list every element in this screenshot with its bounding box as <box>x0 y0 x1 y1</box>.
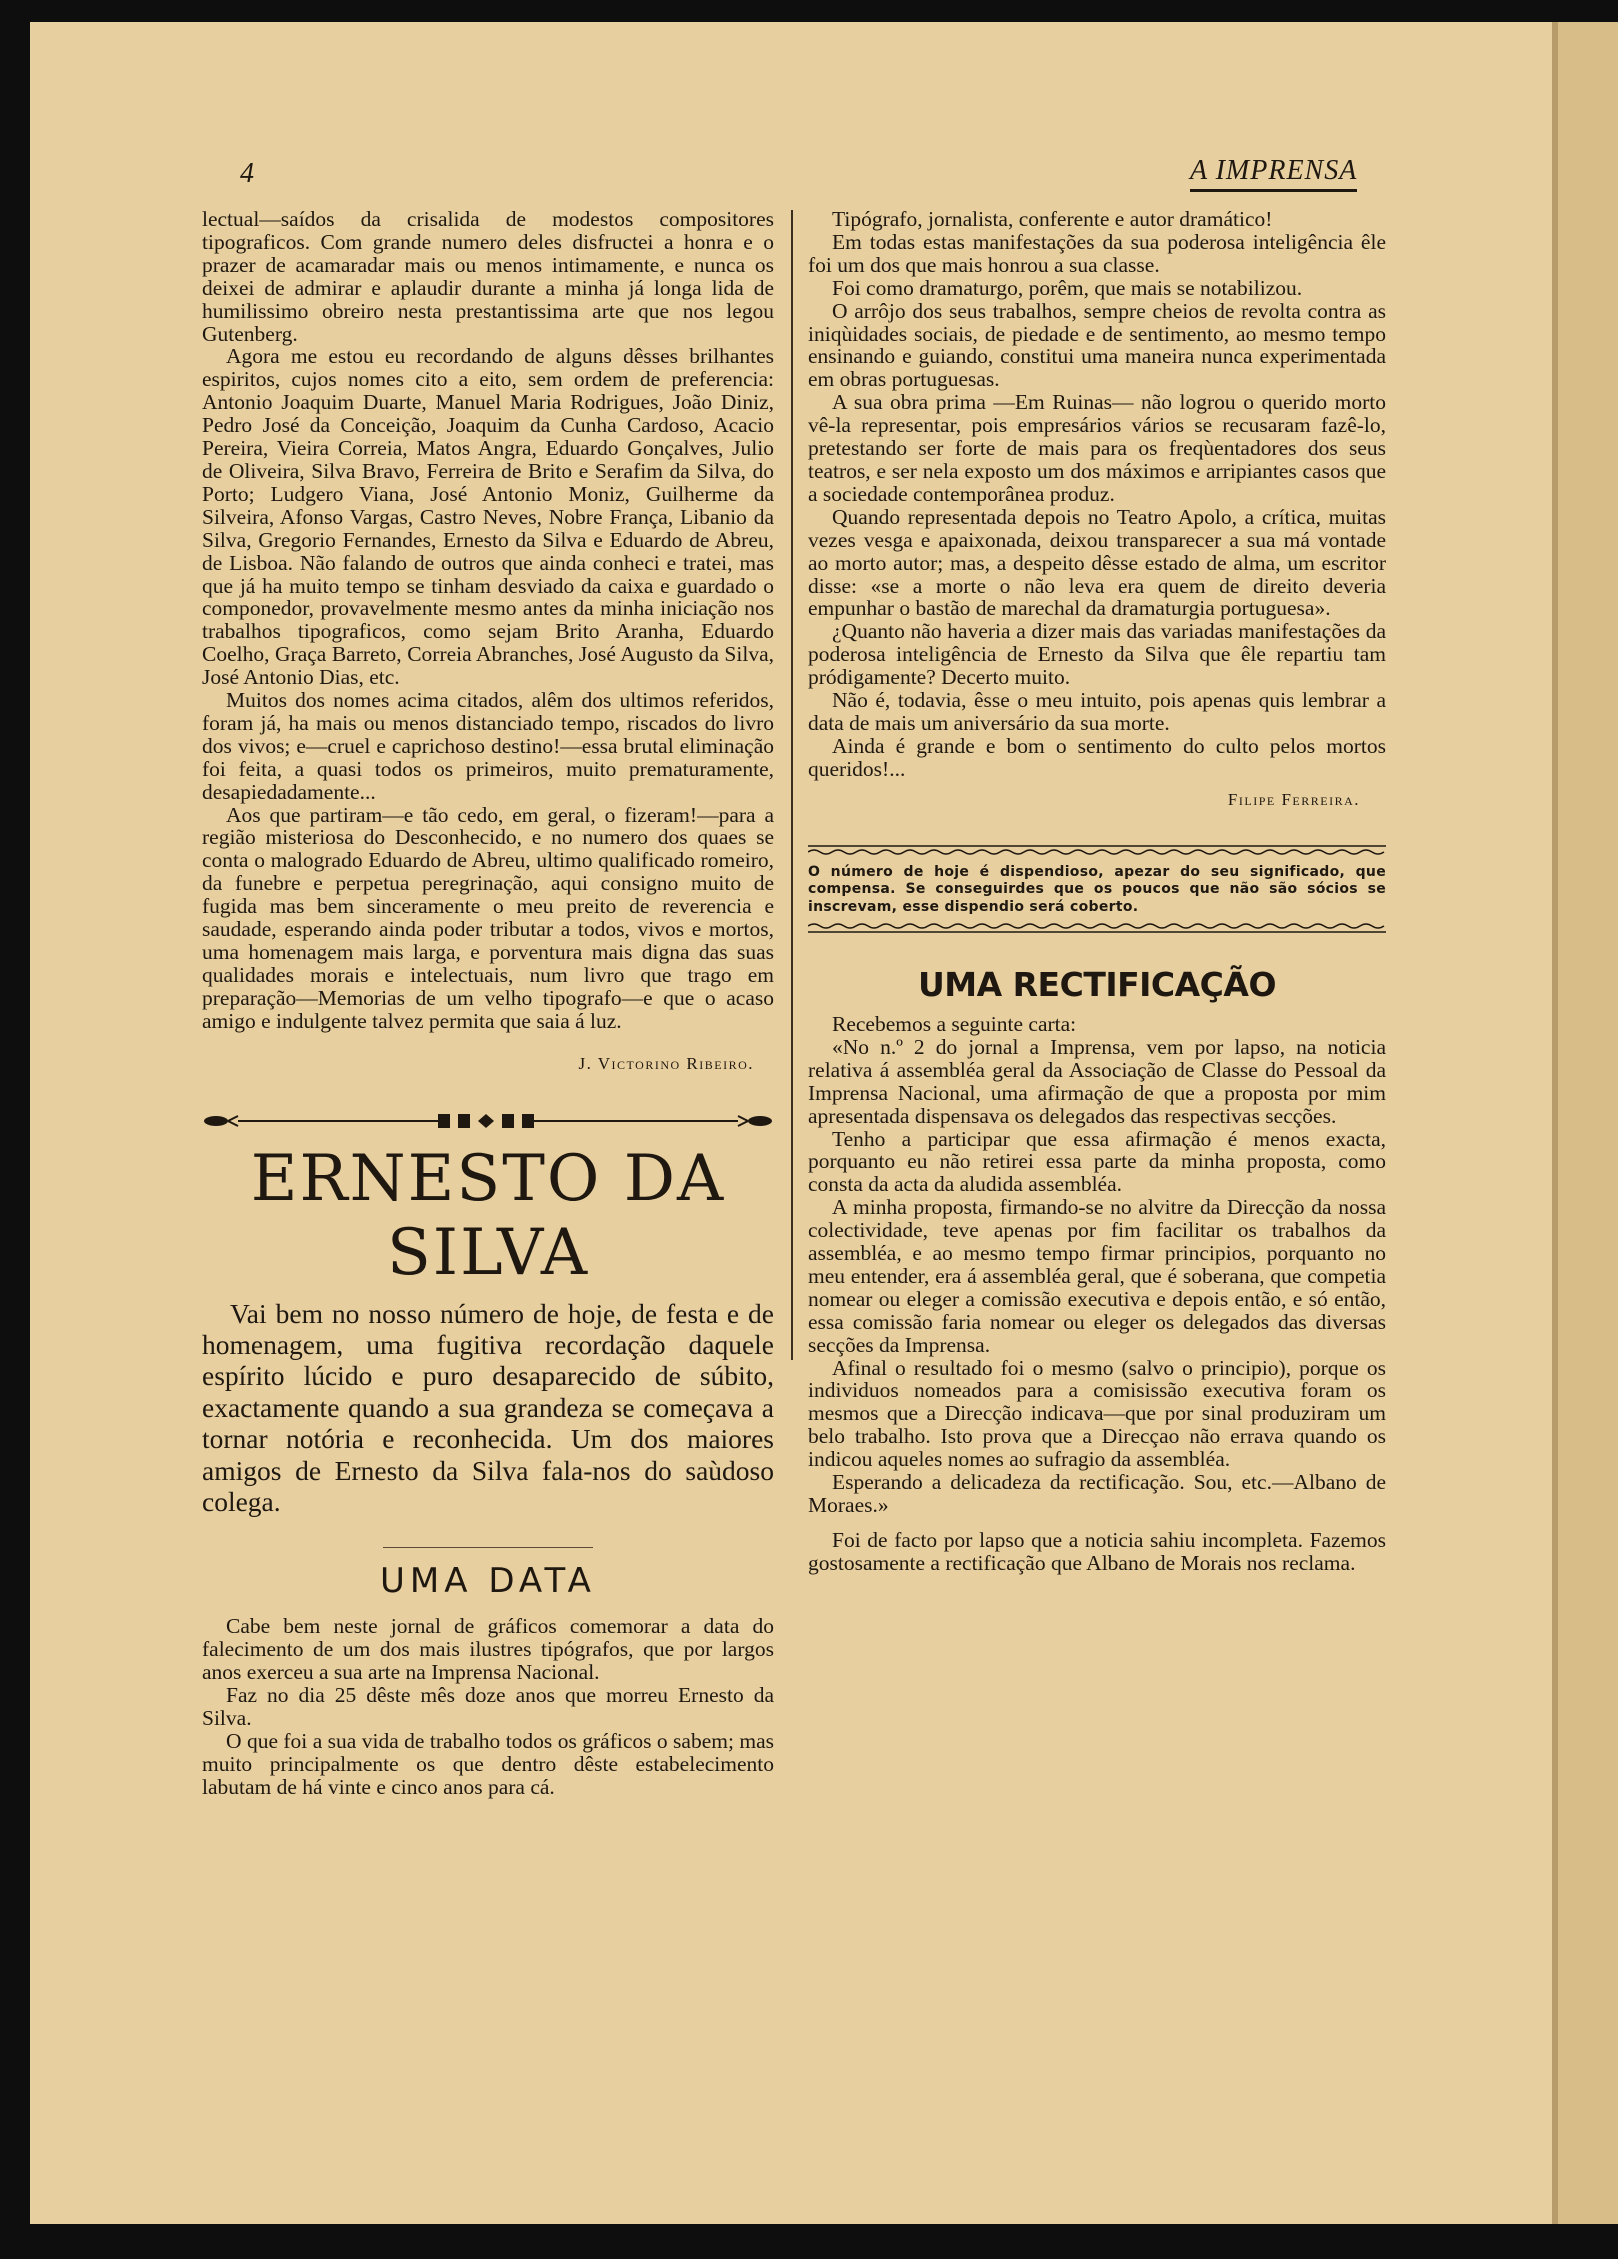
article-paragraph: O arrôjo dos seus trabalhos, sempre cheios de revolta contra as iniqùidades sociais, de piedade e de sentimento, ao mesmo tempo ensinando e guiando, constitui uma maneira nunca experimentada em obras portuguesas. <box>808 298 1386 392</box>
section-title: UMA RECTIFICAÇÃO <box>917 965 1276 1005</box>
article-paragraph: Foi como dramaturgo, porêm, que mais se notabilizou. <box>832 275 1303 300</box>
article-paragraph: O que foi a sua vida de trabalho todos os gráficos o sabem; mas muito principalmente os que dentro dêste estabelecimento labutam de há vinte e cinco anos para cá. <box>202 1728 774 1799</box>
article-paragraph: Tenho a participar que essa afirmação é menos exacta, porquanto eu não retirei essa parte da minha proposta, como consta da acta da aludida assembléa. <box>808 1126 1386 1197</box>
page-header <box>30 130 1558 190</box>
feature-title: ERNESTO DA SILVA <box>250 1141 726 1290</box>
article-paragraph: ¿Quanto não haveria a dizer mais das variadas manifestações da poderosa inteligência de Ernesto da Silva que êle repartiu tam pródigamente? Decerto muito. <box>808 619 1386 690</box>
article-paragraph: lectual—saídos da crisalida de modestos compositores tipograficos. Com grande numero deles disfructei a honra e o prazer de acamaradar mais ou menos intimamente, e nunca os deixei de admirar e aplaudir durante a minha já longa lida de humilissimo obreiro nesta prestantissima arte que nos legou Gutenberg. <box>202 207 774 346</box>
article-paragraph: Muitos dos nomes acima citados, alêm dos ultimos referidos, foram já, ha mais ou menos distanciado tempo, riscados do livro dos vivos; e—cruel e caprichoso destino!—essa brutal eliminação foi feita, a quasi todos os primeiros, muito prematuramente, desapiedadamente... <box>202 688 774 804</box>
article-paragraph: Ainda é grande e bom o sentimento do culto pelos mortos queridos!... <box>808 733 1386 781</box>
article-paragraph: «No n.º 2 do jornal a Imprensa, vem por lapso, na noticia relativa á assembléa geral da Associação de Classe do Pessoal da Imprensa Nacional, uma afirmação de que a proposta por mim apresentada dispensava os delegados das respectivas secções. <box>808 1034 1386 1128</box>
article-paragraph: Cabe bem neste jornal de gráficos comemorar a data do falecimento de um dos mais ilustres tipógrafos, que por largos anos exerceu a sua arte na Imprensa Nacional. <box>202 1614 774 1685</box>
feature-intro: Vai bem no nosso número de hoje, de festa e de homenagem, uma fugitiva recordação daquele espírito lúcido e puro desaparecido de súbito, exactamente quando a sua grandeza se começava a tornar notória e reconhecida. Um dos maiores amigos de Ernesto da Silva fala-nos do saùdoso colega. <box>202 1297 774 1517</box>
article-paragraph: Recebemos a seguinte carta: <box>832 1011 1077 1036</box>
article-paragraph: Não é, todavia, êsse o meu intuito, pois apenas quis lembrar a data de mais um aniversário da sua morte. <box>808 688 1386 735</box>
wavy-rule <box>808 922 1386 934</box>
author-signature: Filipe Ferreira. <box>1227 789 1360 809</box>
article-paragraph: Em todas estas manifestações da sua poderosa inteligência êle foi um dos que mais honrou a sua classe. <box>808 229 1386 277</box>
article-paragraph: Afinal o resultado foi o mesmo (salvo o principio), porque os individuos nomeados para a comisissão executiva foram os mesmos que a Direcção indicava—que por sinal produziram um belo trabalho. Isto prova que a Direcçao não errava quando os indicou aqueles nomes ao sufragio da assembléa. <box>808 1355 1386 1472</box>
right-column <box>808 208 1386 1575</box>
wavy-rule <box>808 844 1386 856</box>
article-paragraph: Tipógrafo, jornalista, conferente e autor dramático! <box>832 207 1273 231</box>
next-page-edge <box>1558 22 1618 2224</box>
section-rule <box>383 1547 593 1548</box>
newspaper-name: A IMPRENSA <box>1190 155 1357 192</box>
column-divider <box>791 210 793 1360</box>
page-number: 4 <box>240 158 254 189</box>
article-paragraph: Aos que partiram—e tão cedo, em geral, o fizeram!—para a região misteriosa do Desconhecido, e no numero dos quaes se conta o malogrado Eduardo de Abreu, ultimo qualificado romeiro, da funebre e perpetua peregrinação, aqui consigno muito de fugida mas bem sinceramente o meu preito de reverencia e saudade, esperando ainda poder tributar a todos, vivos e mortos, uma homenagem mais larga, e porventura mais digna das suas qualidades morais e intelectuais, num livro que trago em preparação—Memorias de um velho tipografo—e que o acaso amigo e indulgente talvez permita que saia á luz. <box>202 802 774 1033</box>
left-column <box>202 208 774 1799</box>
article-paragraph: Quando representada depois no Teatro Apolo, a crítica, muitas vezes vesga e apaixonada, deixou transparecer a sua má vontade ao morto autor; mas, a despeito dêsse estado de alma, um escritor disse: «se a morte o não leva era quem de direito deveria empunhar o bastão de marechal da dramaturgia portuguesa». <box>808 504 1386 621</box>
article-paragraph: Esperando a delicadeza da rectificação. Sou, etc.—Albano de Moraes.» <box>808 1470 1386 1517</box>
article-paragraph: Faz no dia 25 dêste mês doze anos que morreu Ernesto da Silva. <box>202 1683 774 1730</box>
article-paragraph: Foi de facto por lapso que a noticia sahiu incompleta. Fazemos gostosamente a rectificação que Albano de Morais nos reclama. <box>808 1527 1386 1575</box>
section-title: UMA DATA <box>380 1561 596 1602</box>
article-paragraph: A sua obra prima —Em Ruinas— não logrou o querido morto vê-la representar, pois empresários vários se recusaram fazê-lo, pretestando ser forte de mais para os freqùentadores dos seus teatros, e ser nela exposto um dos máximos e arripiantes casos que a sociedade contemporânea produz. <box>808 390 1386 506</box>
notice-text: O número de hoje é dispendioso, apezar do seu significado, que compensa. Se conseguirdes que os poucos que não são sócios se inscrevam, esse dispendio será coberto. <box>808 863 1386 915</box>
article-paragraph: A minha proposta, firmando-se no alvitre da Direcção da nossa colectividade, teve apenas por fim facilitar os trabalhos da assembléa, e ao mesmo tempo firmar principios, porquanto no meu entender, era á assembléa geral, que é soberana, que competia nomear ou eleger a comissão executiva e depois então, e só então, essa comissão faria nomear ou eleger os delegados das diversas secções da Imprensa. <box>808 1195 1386 1357</box>
author-signature: J. Victorino Ribeiro. <box>578 1053 754 1073</box>
ornament-divider <box>202 1110 774 1132</box>
article-paragraph: Agora me estou eu recordando de alguns dêsses brilhantes espiritos, cujos nomes cito a eito, sem ordem de preferencia: Antonio Joaquim Duarte, Manuel Maria Rodrigues, João Diniz, Pedro José da Conceição, Joaquim da Cunha Cardoso, Acacio Pereira, Vieira Correia, Matos Angra, Eduardo Gonçalves, Julio de Oliveira, Silva Bravo, Ferreira de Brito e Serafim da Silva, do Porto; Ludgero Viana, José Antonio Moniz, Guilherme da Silveira, Afonso Vargas, Castro Neves, Nobre França, Libanio da Silva, Gregorio Fernandes, Ernesto da Silva e Eduardo de Abreu, de Lisboa. Não falando de outros que ainda conheci e tratei, mas que já ha muito tempo se tinham desviado da caixa e guardado o componedor, provavelmente mesmo antes da minha iniciação nos trabalhos tipograficos, como sejam Brito Aranha, Eduardo Coelho, Graça Barreto, Correia Abranches, José Augusto da Silva, José Antonio Dias, etc. <box>202 344 774 690</box>
